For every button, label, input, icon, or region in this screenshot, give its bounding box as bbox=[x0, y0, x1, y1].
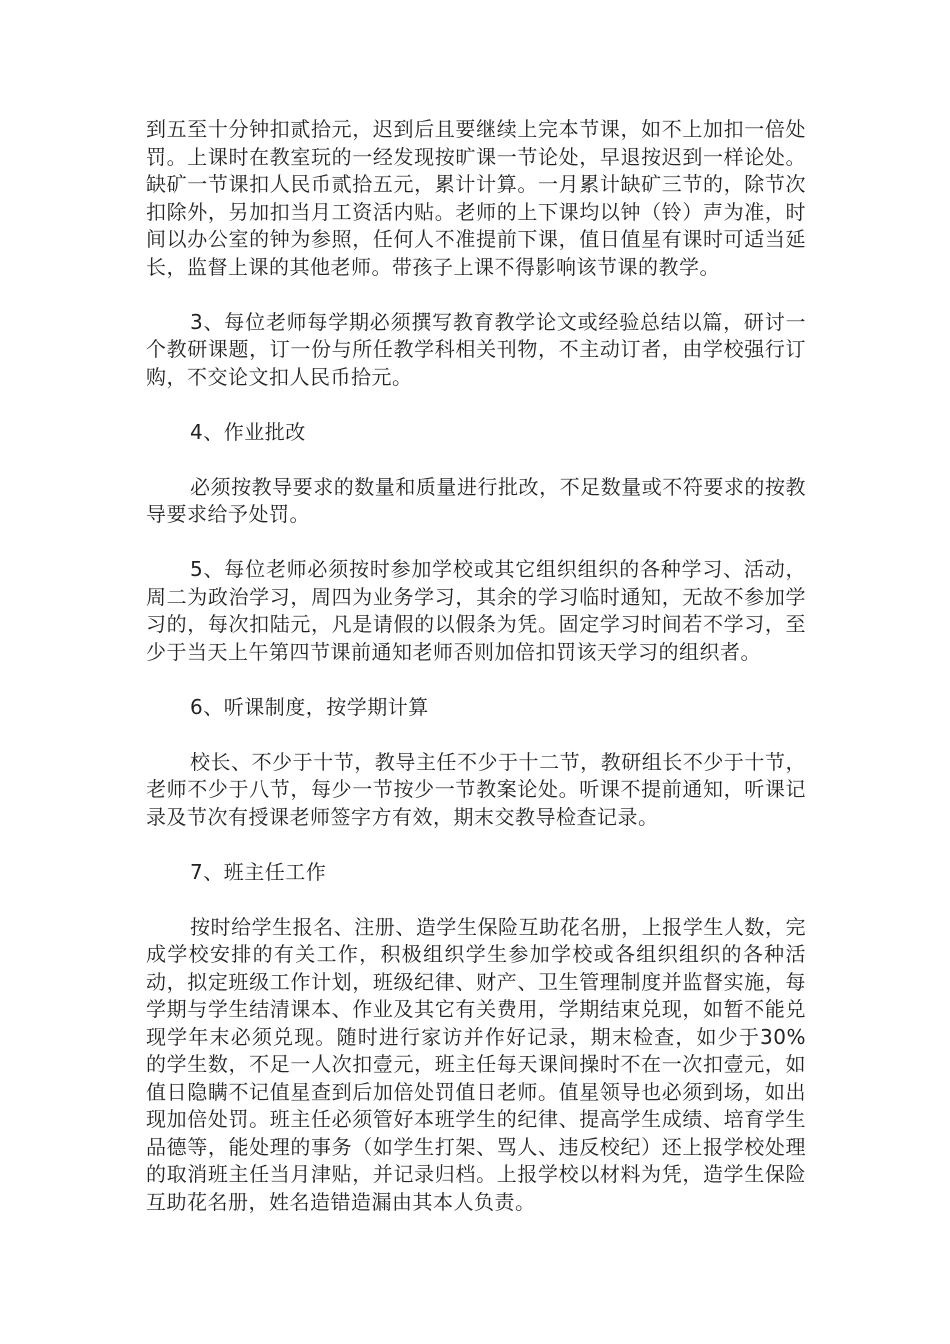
paragraph-attendance-rules: 到五至十分钟扣贰拾元，迟到后且要继续上完本节课，如不上加扣一倍处罚。上课时在教室玩的一经发现按旷课一节论处，早退按迟到一样论处。缺矿一节课扣人民币贰拾五元，累计计算。一月累计缺矿三节的，除节次扣除外，另加扣当月工资活内贴。老师的上下课均以钟（铃）声为准，时间以办公室的钟为参照，任何人不准提前下课，值日值星有课时可适当延长，监督上课的其他老师。带孩子上课不得影响该节课的教学。 bbox=[146, 117, 806, 279]
paragraph-spacer bbox=[146, 886, 806, 914]
paragraph-item-3-papers: 3、每位老师每学期必须撰写教育教学论文或经验总结以篇，研讨一个教研课题，订一份与所任教学科相关刊物，不主动订者，由学校强行订购，不交论文扣人民币拾元。 bbox=[146, 309, 806, 389]
paragraph-spacer bbox=[146, 446, 806, 474]
heading-item-7-class-teacher: 7、班主任工作 bbox=[190, 859, 327, 884]
paragraph-spacer bbox=[146, 281, 806, 309]
heading-item-6-lecture-observation: 6、听课制度，按学期计算 bbox=[190, 694, 429, 719]
heading-item-4-homework: 4、作业批改 bbox=[190, 419, 306, 444]
paragraph-item-5-study: 5、每位老师必须按时参加学校或其它组织组织的各种学习、活动，周二为政治学习，周四为业务学习，其余的学习临时通知，无故不参加学习的，每次扣陆元，凡是请假的以假条为凭。固定学习时间若不学习，至少于当天上午第四节课前通知老师否则加倍扣罚该天学习的组织者。 bbox=[146, 557, 806, 664]
paragraph-spacer bbox=[146, 529, 806, 557]
paragraph-spacer bbox=[146, 831, 806, 859]
paragraph-homework-rules: 必须按教导要求的数量和质量进行批改，不足数量或不符要求的按教导要求给予处罚。 bbox=[146, 474, 806, 526]
paragraph-spacer bbox=[146, 666, 806, 694]
document-page bbox=[146, 116, 806, 1216]
paragraph-spacer bbox=[146, 391, 806, 419]
paragraph-class-teacher-rules: 按时给学生报名、注册、造学生保险互助花名册，上报学生人数，完成学校安排的有关工作，积极组织学生参加学校或各组织组织的各种活动，拟定班级工作计划，班级纪律、财产、卫生管理制度并监督实施，每学期与学生结清课本、作业及其它有关费用，学期结束兑现，如暂不能兑现学年末必须兑现。随时进行家访并作好记录，期末检查，如少于30%的学生数，不足一人次扣壹元，班主任每天课间操时不在一次扣壹元，如值日隐瞒不记值星查到后加倍处罚值日老师。值星领导也必须到场，如出现加倍处罚。班主任必须管好本班学生的纪律、提高学生成绩、培育学生品德等，能处理的事务（如学生打架、骂人、违反校纪）还上报学校处理的取消班主任当月津贴，并记录归档。上报学校以材料为凭，造学生保险互助花名册，姓名造错造漏由其本人负责。 bbox=[146, 914, 806, 1214]
paragraph-spacer bbox=[146, 721, 806, 749]
paragraph-lecture-observation-rules: 校长、不少于十节，教导主任不少于十二节，教研组长不少于十节，老师不少于八节，每少一节按少一节教案论处。听课不提前通知，听课记录及节次有授课老师签字方有效，期末交教导检查记录。 bbox=[146, 749, 806, 829]
